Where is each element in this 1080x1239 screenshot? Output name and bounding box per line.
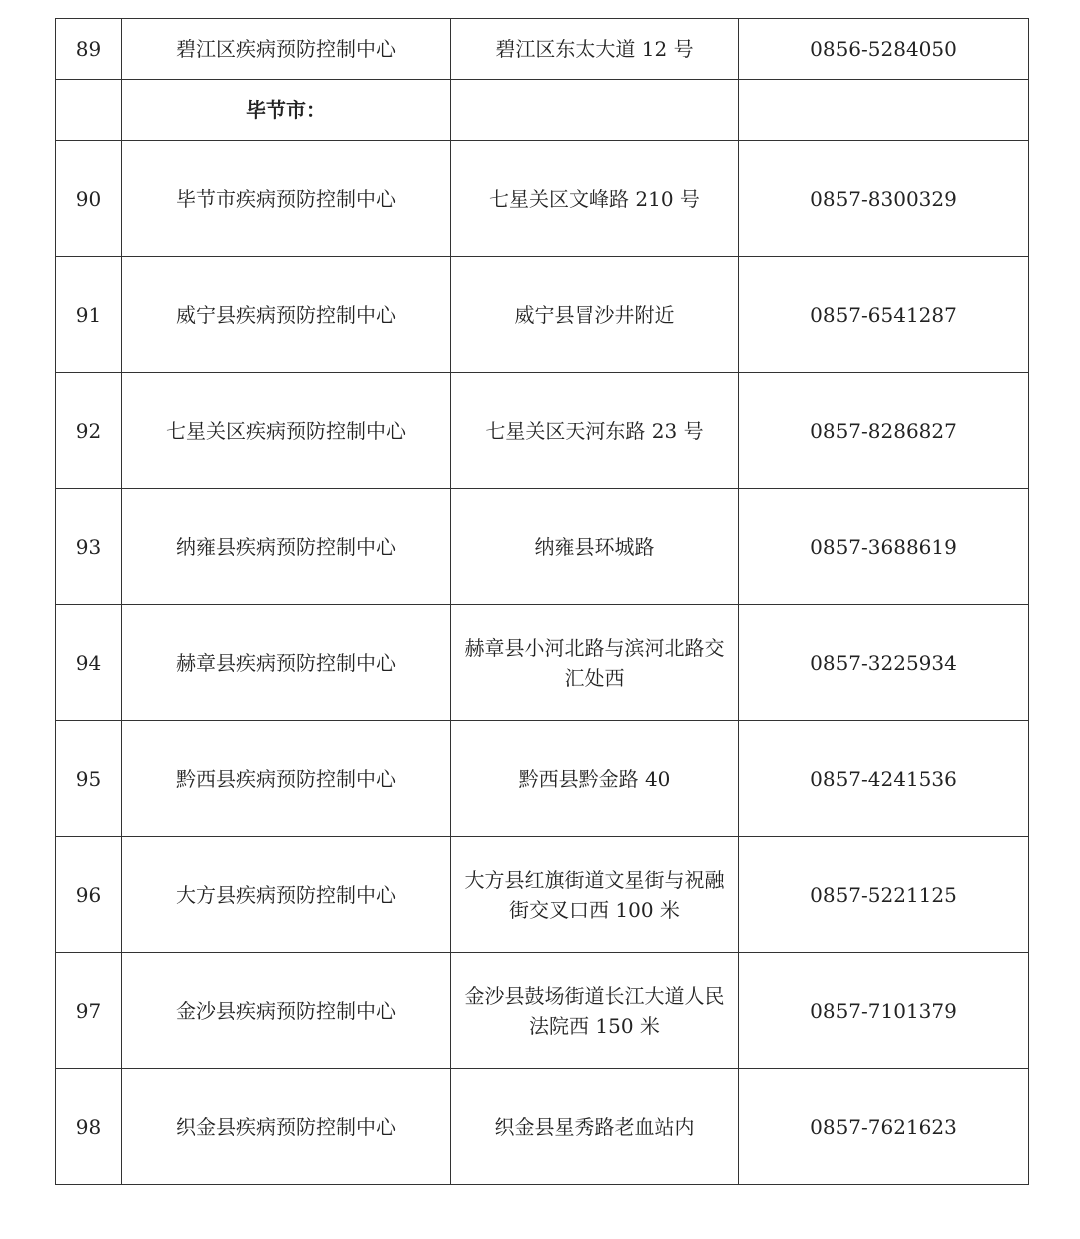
institution-name: 赫章县疾病预防控制中心 bbox=[122, 605, 451, 721]
section-address-cell bbox=[451, 80, 739, 141]
row-number: 90 bbox=[56, 141, 122, 257]
institution-phone: 0857-8300329 bbox=[739, 141, 1029, 257]
table-row bbox=[56, 837, 1029, 953]
section-phone-cell bbox=[739, 80, 1029, 141]
table-row bbox=[56, 373, 1029, 489]
institution-address: 七星关区文峰路 210 号 bbox=[451, 141, 739, 257]
institution-phone: 0857-7101379 bbox=[739, 953, 1029, 1069]
institution-address: 织金县星秀路老血站内 bbox=[451, 1069, 739, 1185]
institution-phone: 0856-5284050 bbox=[739, 19, 1029, 80]
table-row bbox=[56, 489, 1029, 605]
institution-name: 纳雍县疾病预防控制中心 bbox=[122, 489, 451, 605]
row-number: 92 bbox=[56, 373, 122, 489]
institution-phone: 0857-5221125 bbox=[739, 837, 1029, 953]
institution-name: 毕节市疾病预防控制中心 bbox=[122, 141, 451, 257]
institution-phone: 0857-8286827 bbox=[739, 373, 1029, 489]
row-number: 93 bbox=[56, 489, 122, 605]
row-number: 98 bbox=[56, 1069, 122, 1185]
institution-name: 大方县疾病预防控制中心 bbox=[122, 837, 451, 953]
table-row bbox=[56, 953, 1029, 1069]
institution-name: 七星关区疾病预防控制中心 bbox=[122, 373, 451, 489]
institution-name: 威宁县疾病预防控制中心 bbox=[122, 257, 451, 373]
institution-phone: 0857-3688619 bbox=[739, 489, 1029, 605]
row-number: 96 bbox=[56, 837, 122, 953]
table-row bbox=[56, 721, 1029, 837]
institution-address: 赫章县小河北路与滨河北路交汇处西 bbox=[451, 605, 739, 721]
institution-phone: 0857-7621623 bbox=[739, 1069, 1029, 1185]
table-row bbox=[56, 257, 1029, 373]
institution-name: 碧江区疾病预防控制中心 bbox=[122, 19, 451, 80]
institution-address: 金沙县鼓场街道长江大道人民法院西 150 米 bbox=[451, 953, 739, 1069]
institution-address: 黔西县黔金路 40 bbox=[451, 721, 739, 837]
section-header-row bbox=[56, 80, 1029, 141]
institution-address: 大方县红旗街道文星街与祝融街交叉口西 100 米 bbox=[451, 837, 739, 953]
table-row bbox=[56, 1069, 1029, 1185]
table-row bbox=[56, 19, 1029, 80]
row-number: 95 bbox=[56, 721, 122, 837]
institution-address: 纳雍县环城路 bbox=[451, 489, 739, 605]
institution-name: 金沙县疾病预防控制中心 bbox=[122, 953, 451, 1069]
table-row bbox=[56, 605, 1029, 721]
row-number: 89 bbox=[56, 19, 122, 80]
institution-address: 碧江区东太大道 12 号 bbox=[451, 19, 739, 80]
row-number: 94 bbox=[56, 605, 122, 721]
institution-phone: 0857-3225934 bbox=[739, 605, 1029, 721]
cdc-contact-table bbox=[55, 18, 1029, 1185]
section-label: 毕节市： bbox=[122, 80, 451, 141]
institution-phone: 0857-4241536 bbox=[739, 721, 1029, 837]
row-number: 97 bbox=[56, 953, 122, 1069]
institution-address: 威宁县冒沙井附近 bbox=[451, 257, 739, 373]
institution-name: 黔西县疾病预防控制中心 bbox=[122, 721, 451, 837]
section-number-cell bbox=[56, 80, 122, 141]
row-number: 91 bbox=[56, 257, 122, 373]
institution-name: 织金县疾病预防控制中心 bbox=[122, 1069, 451, 1185]
institution-phone: 0857-6541287 bbox=[739, 257, 1029, 373]
table-row bbox=[56, 141, 1029, 257]
institution-address: 七星关区天河东路 23 号 bbox=[451, 373, 739, 489]
